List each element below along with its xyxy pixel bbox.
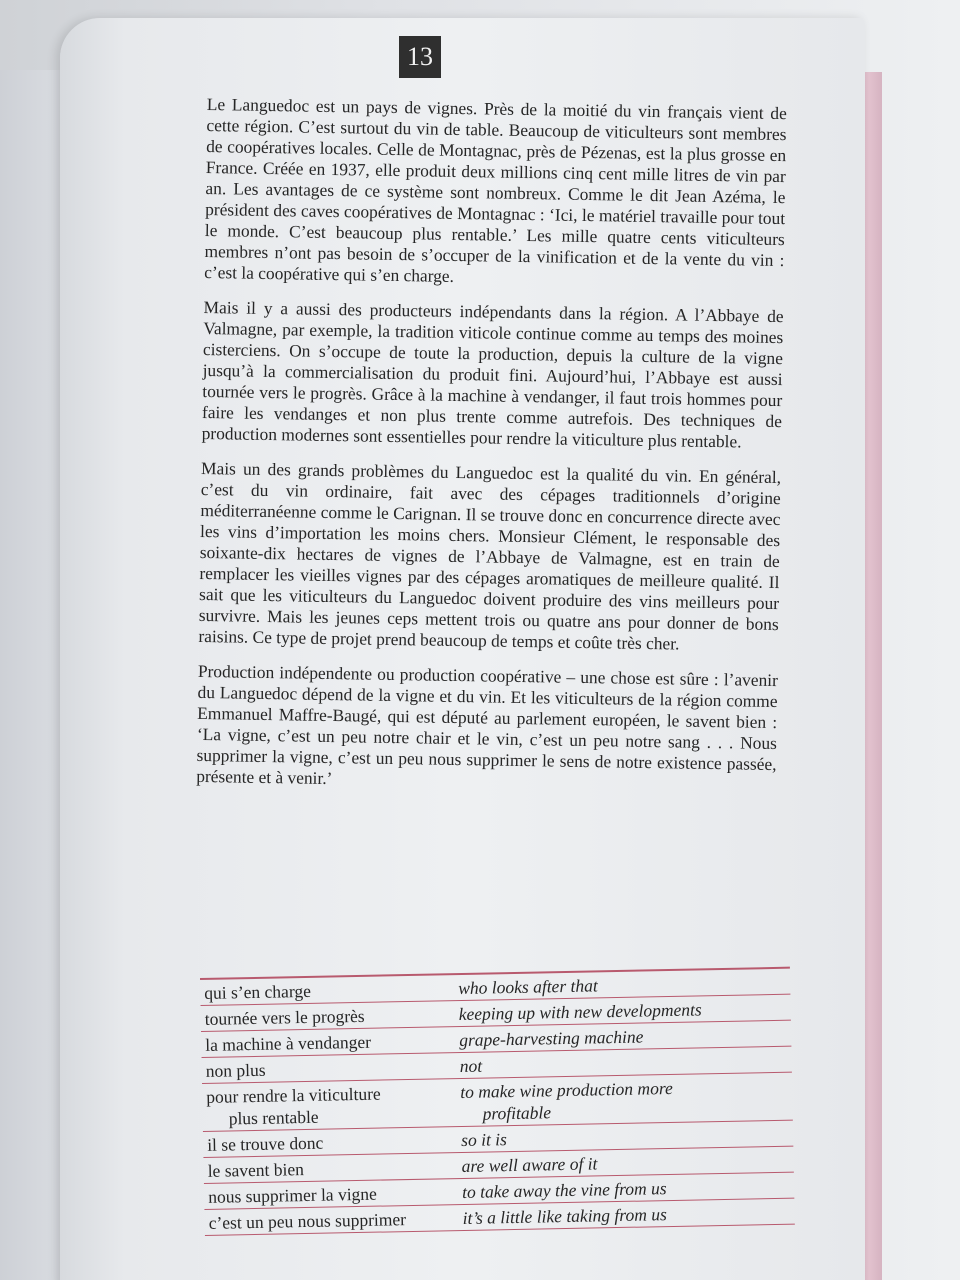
glossary-french: la machine à vendanger — [205, 1031, 372, 1055]
glossary-french: le savent bien — [207, 1159, 305, 1181]
body-text — [196, 94, 787, 810]
glossary-french: il se trouve donc — [207, 1132, 324, 1155]
paragraph: Mais un des grands problèmes du Languedoc est la qualité du vin. En général, c’est du vin ordinaire, fait avec des cépages traditionnels d’origine méditerranéenne comme le Carignan. Il se trouve donc en concurrence directe avec les vins d’importation les moins chers. Monsieur Clément, le responsable des soixante-dix hectares de vignes de l’Abbaye de Valmagne, est en train de remplacer les vieilles vignes par des cépages aromatiques de meilleure qualité. Il sait que les viticulteurs du Languedoc doivent produire des vins meilleurs pour survivre. Mais les jeunes ceps mettent trois ou quatre ans pour donner de bons raisins. Ce type de projet prend beaucoup de temps et coûte très cher. — [198, 457, 782, 654]
glossary-english: who looks after that — [458, 975, 598, 999]
glossary-french: nous supprimer la vigne — [208, 1183, 378, 1207]
glossary-french: tournée vers le progrès — [204, 1005, 365, 1029]
glossary-english — [456, 1073, 793, 1126]
glossary-english: grape-harvesting machine — [459, 1026, 644, 1051]
glossary-english: are well aware of it — [461, 1153, 598, 1177]
glossary-french-line2: plus rentable — [228, 1106, 319, 1129]
glossary-english: so it is — [460, 1129, 508, 1151]
glossary-english: it’s a little like taking from us — [462, 1204, 667, 1229]
glossary-english-line1: to make wine production more — [460, 1077, 673, 1103]
page-number: 13 — [399, 36, 441, 78]
glossary-english: not — [459, 1055, 483, 1077]
paragraph: Le Languedoc est un pays de vignes. Près de la moitié du vin français vient de cette région. C’est surtout du vin de table. Beaucoup de viticulteurs sont membres de coopératives locales. Celle de Montagnac, près de Pézenas, est la plus grosse en France. Créée en 1937, elle produit deux millions cinq cent mille litres de vin par an. Les avantages de ce système sont nombreux. Comme le dit Jean Azéma, le président des caves coopératives de Montagnac : ‘Ici, le matériel travaille pour tout le monde. C’est beaucoup plus rentable.’ Les mille quatre cents viticulteurs membres n’ont pas besoin de s’occuper de la vinification et de la vente du vin : c’est la coopérative qui s’en charge. — [204, 94, 787, 286]
vocabulary-glossary — [200, 967, 795, 1236]
glossary-french: non plus — [205, 1059, 266, 1081]
glossary-french: qui s’en charge — [204, 980, 312, 1003]
glossary-french-line1: pour rendre la viticulture — [206, 1083, 381, 1107]
glossary-french — [202, 1079, 457, 1131]
glossary-french: c’est un peu nous supprimer — [208, 1209, 407, 1233]
paragraph: Production indépendente ou production coopérative – une chose est sûre : l’avenir du Languedoc dépend de la vigne et du vin. Et les viticulteurs de la région comme Emmanuel Maffre-Baugé, qui est député au parlement européen, le savent bien : ‘La vigne, c’est un peu notre chair et le vin, c’est un peu notre sang . . . Nous supprimer la vigne, c’est un peu nous supprimer le sens de notre existence passée, présente et à venir.’ — [196, 660, 779, 789]
glossary-english: keeping up with new developments — [458, 999, 702, 1025]
glossary-english: to take away the vine from us — [461, 1178, 667, 1203]
paragraph: Mais il y a aussi des producteurs indépendants dans la région. A l’Abbaye de Valmagne, par exemple, la tradition viticole continue comme au temps des moines cisterciens. On s’occupe de toute la production, depuis la culture de la vigne jusqu’à la commercialisation du produit fini. Aujourd’hui, l’Abbaye est aussi tournée vers le progrès. Grâce à la machine à vendanger, il faut trois hommes pour faire les vendanges et non plus trente comme autrefois. Des techniques de production modernes sont essentielles pour rendre la viticulture plus rentable. — [201, 296, 784, 452]
glossary-english-line2: profitable — [482, 1102, 552, 1124]
